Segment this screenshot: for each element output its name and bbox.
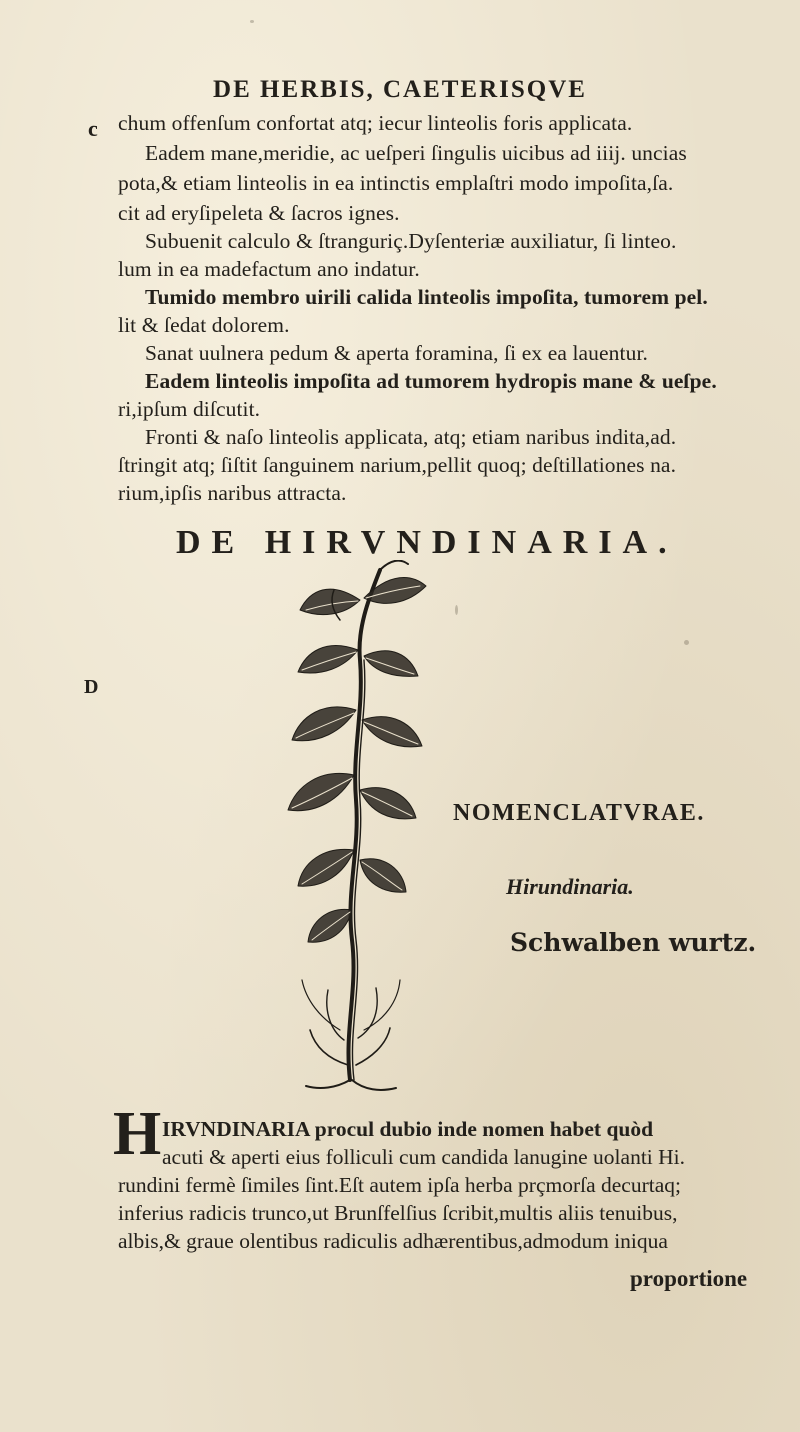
body-text-line: acuti & aperti eius folliculi cum candida lanugine uolanti Hi.	[162, 1145, 686, 1169]
text-line: chum offenſum confortat atq; iecur linteolis foris applicata.	[118, 111, 633, 135]
nomenclature-latin: Hirundinaria.	[506, 874, 634, 899]
text-line: Tumido membro uirili calida linteolis impoſita, tumorem pel.	[145, 285, 708, 309]
catchword: proportione	[630, 1266, 748, 1291]
text-line: Eadem linteolis impoſita ad tumorem hydropis mane & ueſpe.	[145, 369, 717, 393]
body-first-line: IRVNDINARIA procul dubio inde nomen habet quòd	[162, 1117, 654, 1141]
drop-cap: H	[113, 1100, 162, 1168]
text-line: ſtringit atq; ſiſtit ſanguinem narium,pellit quoq; deſtillationes na.	[118, 453, 677, 477]
plant-woodcut-illustration	[240, 560, 470, 1100]
paper-speck	[250, 20, 254, 23]
text-line: Eadem mane,meridie, ac ueſperi ſingulis uicibus ad iiij. uncias	[145, 141, 687, 165]
running-head: DE HERBIS, CAETERISQVE	[213, 76, 587, 103]
nomenclature-german: Schwalben wurtz.	[510, 928, 757, 957]
text-line: Sanat uulnera pedum & aperta foramina, ſi ex ea lauentur.	[145, 341, 648, 365]
text-line: lit & ſedat dolorem.	[118, 313, 290, 337]
text-line: Fronti & naſo linteolis applicata, atq; etiam naribus indita,ad.	[145, 425, 677, 449]
marginal-letter-c: c	[88, 116, 98, 141]
text-line: lum in ea madefactum ano indatur.	[118, 257, 420, 281]
text-line: cit ad eryſipeleta & ſacros ignes.	[118, 201, 400, 225]
text-line: pota,& etiam linteolis in ea intinctis emplaſtri modo impoſita,ſa.	[118, 171, 674, 195]
body-text-line	[162, 1116, 653, 1142]
section-title: DE HIRVNDINARIA.	[176, 524, 678, 561]
body-text-line: inferius radicis trunco,ut Brunſfelſius ſcribit,multis aliis tenuibus,	[118, 1201, 678, 1225]
text-line: rium,ipſis naribus attracta.	[118, 481, 347, 505]
text-line: Subuenit calculo & ſtranguriç.Dyſenteriæ auxiliatur, ſi linteo.	[145, 229, 677, 253]
marginal-letter-d: D	[84, 676, 99, 698]
body-text-line: albis,& graue olentibus radiculis adhærentibus,admodum iniqua	[118, 1229, 668, 1253]
body-text-line: rundini fermè ſimiles ſint.Eſt autem ipſa herba prçmorſa decurtaq;	[118, 1173, 681, 1197]
paper-speck	[455, 605, 458, 615]
nomenclature-heading: NOMENCLATVRAE.	[453, 800, 705, 826]
text-line: ri,ipſum diſcutit.	[118, 397, 261, 421]
paper-speck	[684, 640, 689, 645]
